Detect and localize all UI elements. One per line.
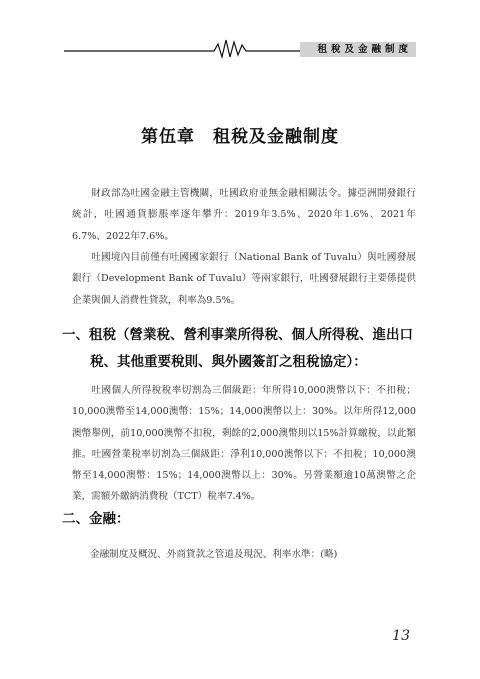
running-header xyxy=(64,36,416,60)
section-1-heading xyxy=(62,322,422,376)
page-number: 13 xyxy=(392,628,410,644)
section-2-item: 金融制度及概況、外商貸款之管道及現況、利率水準：(略) xyxy=(90,549,338,560)
section-1-heading-line-1: 一、租稅（營業稅、營利事業所得稅、個人所得稅、進出口 xyxy=(62,327,413,343)
section-1-body xyxy=(72,380,416,508)
header-label: 租稅及金融制度 xyxy=(317,44,412,55)
intro-p2-text: 吐國境內目前僅有吐國國家銀行（National Bank of Tuvalu）與吐國發展銀行（Development Bank of Tuvalu）等兩家銀行，吐國發展銀行主要係提供企業與個人消費性貸款，利率為9.5%。 xyxy=(72,252,416,306)
intro-paragraph-1 xyxy=(72,183,416,247)
chapter-title: 第伍章 租稅及金融制度 xyxy=(141,127,339,147)
intro-paragraph-2 xyxy=(72,247,416,311)
section-2-heading: 二、金融： xyxy=(62,511,130,527)
section-1-body-text: 吐國個人所得稅稅率切割為三個級距：年所得10,000澳幣以下：不扣稅；10,000澳幣至14,000澳幣：15%；14,000澳幣以上：30%。以年所得12,000澳幣舉例，前10,000澳幣不扣稅，剩餘的2,000澳幣則以15%計算繳稅，以此類推。吐國營業稅率切割為三個級距：淨利10,000澳幣以下：不扣稅；10,000澳幣至14,000澳幣：15%；14,000澳幣以上：30%。另營業額逾10萬澳幣之企業，需額外繳納消費稅（TCT）稅率7.4%。 xyxy=(72,385,416,503)
section-1-heading-line-2: 稅、其他重要稅則、與外國簽訂之租稅協定）： xyxy=(90,354,367,370)
intro-p1-text: 財政部為吐國金融主管機關，吐國政府並無金融相關法令。據亞洲開發銀行統計，吐國通貨膨脹率逐年攀升：2019年3.5%、2020年1.6%、2021年6.7%、2022年7.6%。 xyxy=(72,188,416,242)
